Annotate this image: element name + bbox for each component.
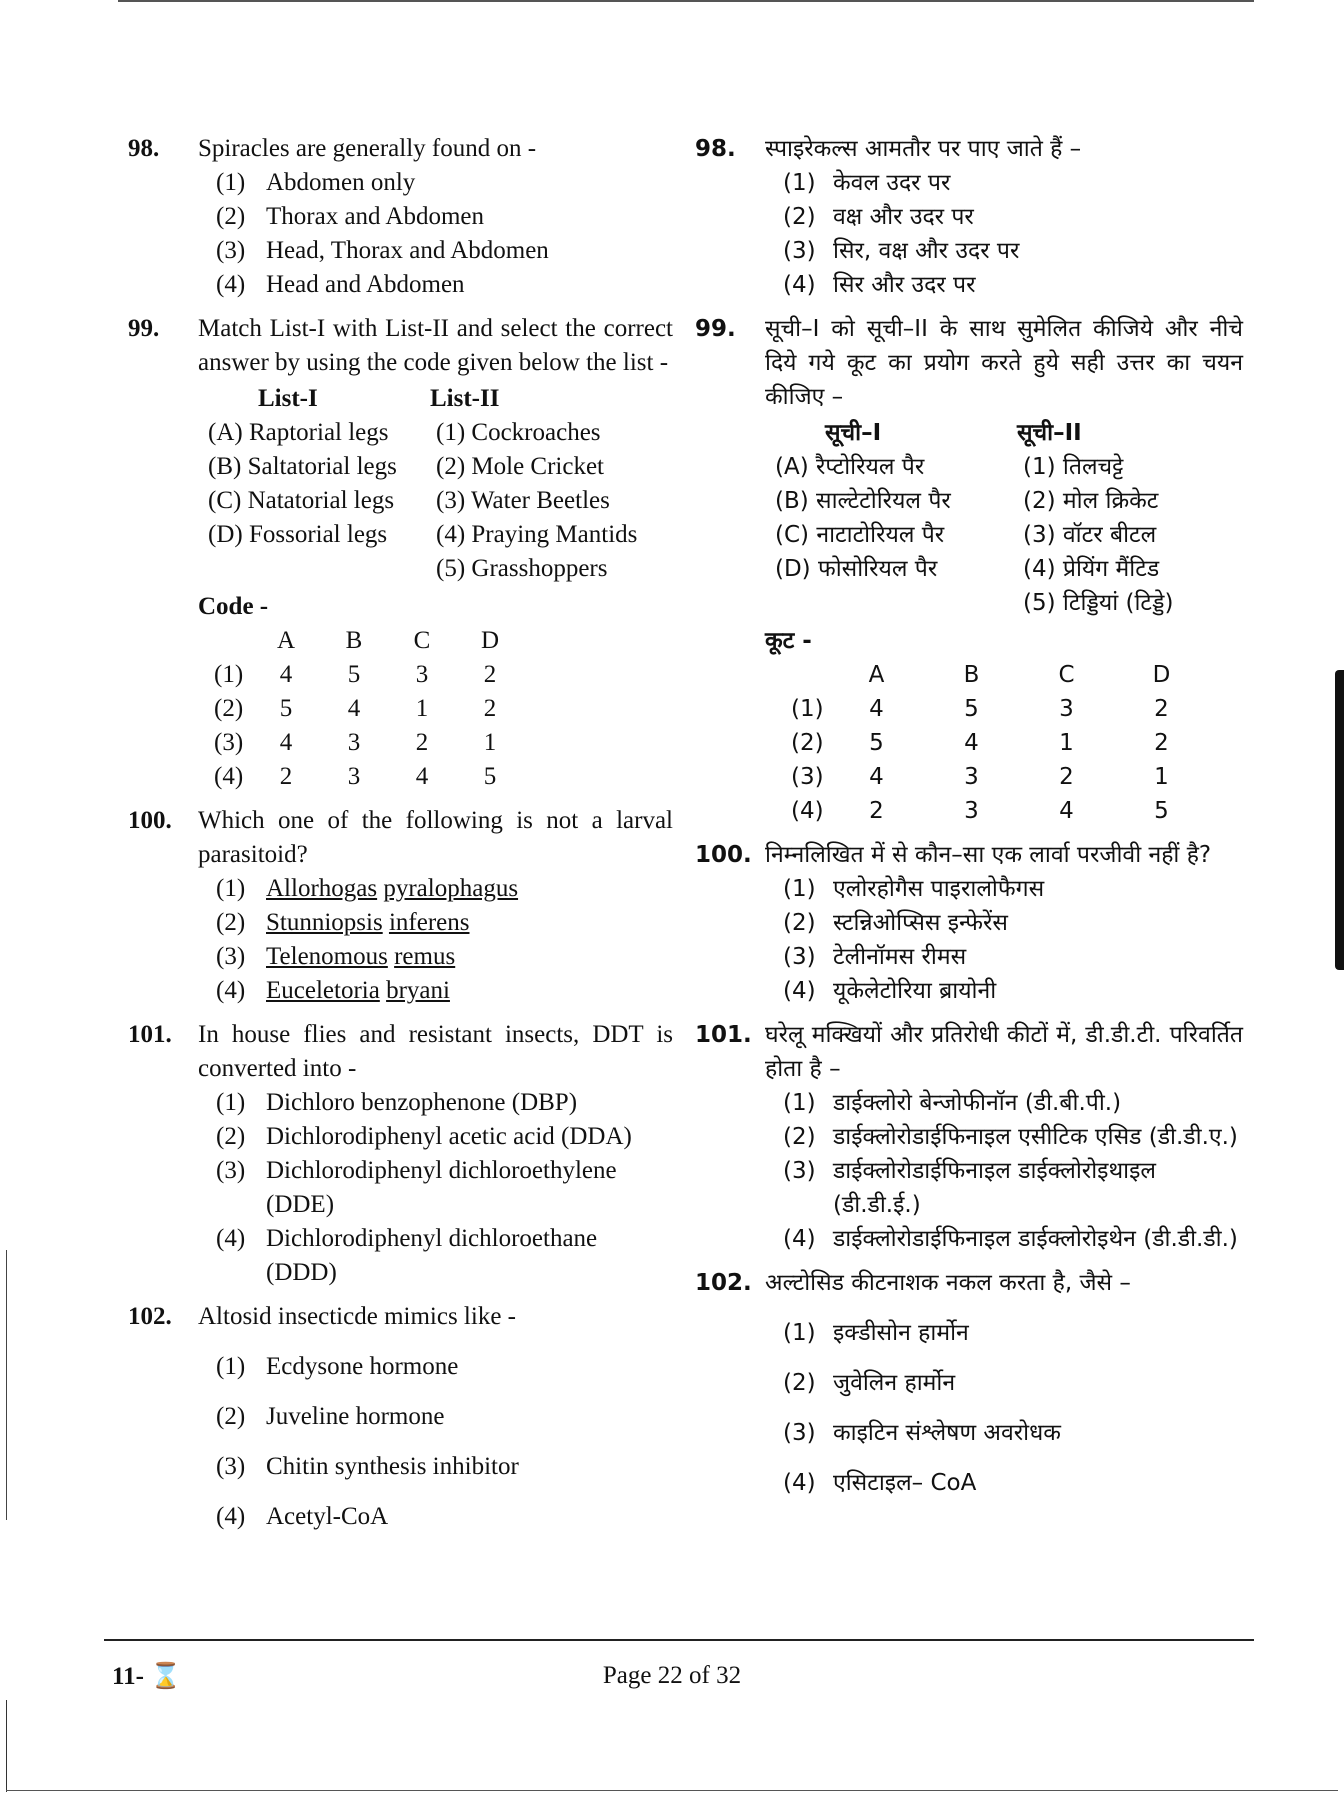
option-number: (1) [783,1090,816,1116]
genus-name: Euceletoria [266,977,380,1004]
question-text: Altosid insecticde mimics like - [198,1303,516,1330]
code-cell: 1 [1059,730,1074,756]
option [216,1450,673,1484]
code-row-number: (1) [214,661,244,688]
list-row [765,450,1243,484]
code-row [791,760,1209,794]
list-row [198,416,673,450]
list1-item [765,586,1023,620]
option [216,1500,673,1534]
margin-line [6,1700,7,1792]
option-text: वक्ष और उदर पर [833,204,974,230]
option-text: एसिटाइल– CoA [833,1470,977,1496]
code-cell: 1 [483,729,497,756]
code-cell: 4 [1059,798,1074,824]
list1-item: (D) Fossorial legs [208,521,388,548]
option-number: (4) [783,272,816,298]
option-number: (1) [783,876,816,902]
option-text: केवल उदर पर [833,170,951,196]
code-cell: 5 [1154,798,1169,824]
code-cell: 2 [483,661,497,688]
option-number: (3) [783,1420,816,1446]
code-cell: 4 [964,730,979,756]
code-row-number: (3) [791,764,824,790]
code-cell: 1 [415,695,429,722]
list1-heading: सूची–I [825,420,882,446]
option-number: (2) [216,1123,246,1150]
question-number: 99. [128,315,160,342]
code-row [791,794,1209,828]
option-number: (3) [783,944,816,970]
booklet-code: 11- ⌛ [112,1663,182,1690]
list-header [765,416,1243,450]
question-100 [128,804,673,1008]
species-name: remus [394,943,456,970]
option-text: टेलीनॉमस रीमस [833,944,967,970]
question-number: 101. [695,1022,752,1048]
option [783,940,1243,974]
question-text: घरेलू मक्खियों और प्रतिरोधी कीटों में, डी.डी.टी. परिवर्तित होता है – [765,1022,1243,1082]
code-column-header: B [963,662,980,688]
option-number: (2) [216,909,246,936]
list2-item: (5) टिड्डियां (टिड्डे) [1023,590,1174,616]
code-cell: 5 [483,763,497,790]
list1-item [198,552,436,586]
list2-item: (3) वॉटर बीटल [1023,522,1157,548]
list1-heading: List-I [258,385,318,412]
footer-rule [104,1639,1254,1641]
question-number: 100. [128,807,172,834]
option-text: Thorax and Abdomen [266,203,485,230]
question-number: 101. [128,1021,172,1048]
question-number: 99. [695,316,736,342]
option-text: डाईक्लोरोडाईफिनाइल एसीटिक एसिड (डी.डी.ए.) [833,1124,1238,1150]
code-cell: 5 [869,730,884,756]
code-label: कूट - [765,628,812,654]
option [216,872,673,906]
code-cell: 3 [964,764,979,790]
option-number: (4) [216,271,246,298]
option-number: (2) [783,910,816,936]
species-name: bryani [386,977,450,1004]
list2-item: (5) Grasshoppers [436,555,608,582]
question-text: In house flies and resistant insects, DDT is converted into - [198,1021,673,1082]
option [783,1366,1243,1400]
option-text: जुवेलिन हार्मोन [833,1370,956,1396]
option-text: Dichlorodiphenyl dichloroethane (DDD) [266,1225,598,1286]
code-column-header: A [868,662,885,688]
option [216,1086,673,1120]
option [216,906,673,940]
option-number: (4) [783,978,816,1004]
code-cell: 5 [347,661,361,688]
list1-item: (A) रैप्टोरियल पैर [775,454,925,480]
code-cell: 3 [964,798,979,824]
list2-item: (3) Water Beetles [436,487,610,514]
code-table [791,658,1209,828]
question-102 [695,1266,1243,1500]
option-text: डाईक्लोरोडाईफिनाइल डाईक्लोरोइथाइल (डी.डी.ई.) [833,1158,1157,1218]
code-cell: 5 [279,695,293,722]
code-column-header: C [1058,662,1075,688]
code-cell: 2 [483,695,497,722]
list2-item: (4) Praying Mantids [436,521,638,548]
code-cell: 4 [279,661,293,688]
binding-edge-mark [1335,670,1344,970]
code-cell: 1 [1154,764,1169,790]
code-row-number: (2) [214,695,244,722]
option-text: काइटिन संश्लेषण अवरोधक [833,1420,1061,1446]
code-cell: 4 [415,763,429,790]
list1-item: (B) Saltatorial legs [208,453,397,480]
option-text: सिर, वक्ष और उदर पर [833,238,1020,264]
top-rule [118,0,1254,2]
option [783,166,1243,200]
option [783,1316,1243,1350]
option-number: (3) [216,943,246,970]
list-row [765,586,1243,620]
code-cell: 2 [1059,764,1074,790]
option-text: डाईक्लोरो बेन्जोफीनॉन (डी.बी.पी.) [833,1090,1122,1116]
list2-heading: सूची–II [1017,420,1082,446]
code-column-header: A [276,627,296,654]
list2-item: (4) प्रेयिंग मैंटिड [1023,556,1160,582]
option [783,1120,1243,1154]
option [216,1222,673,1290]
option-text: Chitin synthesis inhibitor [266,1453,519,1480]
option-number: (3) [216,1453,246,1480]
question-99 [695,312,1243,828]
code-row-number: (1) [791,696,824,722]
bottom-rule [6,1790,1338,1791]
option-text: सिर और उदर पर [833,272,976,298]
hindi-column [695,132,1243,1510]
question-99 [128,312,673,794]
code-cell: 2 [869,798,884,824]
option-number: (3) [216,237,246,264]
code-row-number: (4) [214,763,244,790]
option [216,1154,673,1222]
option [783,200,1243,234]
option-text: Abdomen only [266,169,416,196]
code-cell: 2 [279,763,293,790]
list-row [765,484,1243,518]
code-row-number: (3) [214,729,244,756]
list2-heading: List-II [430,385,500,412]
option-number: (1) [783,170,816,196]
list1-item: (C) नाटाटोरियल पैर [775,522,945,548]
genus-name: Stunniopsis [266,909,383,936]
option-text: एलोरहोगैस पाइरालोफैगस [833,876,1045,902]
option [783,872,1243,906]
code-column-header: D [480,627,500,654]
option [216,200,673,234]
code-row [791,692,1209,726]
code-cell: 3 [1059,696,1074,722]
option [216,940,673,974]
option-text: Ecdysone hormone [266,1353,459,1380]
genus-name: Allorhogas [266,875,378,902]
code-row [214,726,524,760]
option-number: (2) [783,204,816,230]
question-text: निम्नलिखित में से कौन–सा एक लार्वा परजीवी नहीं है? [765,842,1212,868]
list2-item: (1) Cockroaches [436,419,601,446]
code-cell: 2 [1154,730,1169,756]
option-number: (3) [783,1158,816,1184]
list1-item: (B) साल्टेटोरियल पैर [775,488,951,514]
question-text: Spiracles are generally found on - [198,135,537,162]
code-cell: 2 [1154,696,1169,722]
code-cell: 3 [415,661,429,688]
code-cell: 5 [964,696,979,722]
code-column-header: B [345,627,363,654]
list-header [198,382,673,416]
option [783,1086,1243,1120]
option [216,234,673,268]
question-100 [695,838,1243,1008]
code-cell: 3 [347,729,361,756]
option-text: यूकेलेटोरिया ब्रायोनी [833,978,997,1004]
species-name: pyralophagus [383,875,519,902]
option [783,974,1243,1008]
question-number: 102. [695,1270,752,1296]
option [216,1120,673,1154]
option-number: (4) [783,1226,816,1252]
code-header-row [791,658,1209,692]
code-row [214,760,524,794]
code-column-header: D [1152,662,1171,688]
question-number: 98. [695,136,736,162]
code-cell: 4 [279,729,293,756]
option [783,906,1243,940]
code-table [214,624,524,794]
species-name: inferens [388,909,470,936]
question-text: Match List-I with List-II and select the correct answer by using the code given below the list - [198,315,673,376]
option-number: (4) [216,977,246,1004]
option-text: Dichlorodiphenyl acetic acid (DDA) [266,1123,632,1150]
code-cell: 4 [347,695,361,722]
list-row [198,484,673,518]
option [783,1222,1243,1256]
question-text: Which one of the following is not a larval parasitoid? [198,807,673,868]
option-text: Dichloro benzophenone (DBP) [266,1089,578,1116]
code-row [791,726,1209,760]
code-row [214,692,524,726]
code-label: Code - [198,593,269,620]
code-cell: 3 [347,763,361,790]
list-row [765,518,1243,552]
code-column-header: C [413,627,431,654]
list2-item: (2) Mole Cricket [436,453,605,480]
option [216,166,673,200]
option-number: (2) [783,1124,816,1150]
option-number: (1) [216,1089,246,1116]
option-text: Head and Abdomen [266,271,465,298]
list-row [198,450,673,484]
question-98 [695,132,1243,302]
question-number: 98. [128,135,160,162]
list2-item: (1) तिलचट्टे [1023,454,1124,480]
list1-item: (A) Raptorial legs [208,419,389,446]
option-text: Head, Thorax and Abdomen [266,237,549,264]
code-row-number: (4) [791,798,824,824]
question-number: 102. [128,1303,172,1330]
option-text: Dichlorodiphenyl dichloroethylene (DDE) [266,1157,617,1218]
list2-item: (2) मोल क्रिकेट [1023,488,1159,514]
option [783,1154,1243,1222]
english-column [128,132,673,1544]
question-number: 100. [695,842,752,868]
option-number: (4) [783,1470,816,1496]
code-cell: 4 [869,764,884,790]
option-number: (4) [216,1225,246,1252]
option-number: (1) [216,875,246,902]
list1-item: (C) Natatorial legs [208,487,395,514]
list-row [765,552,1243,586]
option [783,268,1243,302]
code-header-row [214,624,524,658]
option-text: Acetyl-CoA [266,1503,389,1530]
list-row [198,518,673,552]
option-text: डाईक्लोरोडाईफिनाइल डाईक्लोरोइथेन (डी.डी.डी.) [833,1226,1238,1252]
code-row [214,658,524,692]
option [783,1416,1243,1450]
code-cell: 4 [869,696,884,722]
question-text: सूची–I को सूची–II के साथ सुमेलित कीजिये और नीचे दिये गये कूट का प्रयोग करते हुये सही उत्तर का चयन कीजिए – [765,316,1243,410]
option-number: (1) [216,169,246,196]
option-number: (2) [216,1403,246,1430]
option [216,268,673,302]
option [783,234,1243,268]
question-101 [695,1018,1243,1256]
option [783,1466,1243,1500]
option-number: (1) [783,1320,816,1346]
question-98 [128,132,673,302]
question-text: स्पाइरेकल्स आमतौर पर पाए जाते हैं – [765,136,1082,162]
option-number: (1) [216,1353,246,1380]
list-row [198,552,673,586]
option-number: (3) [783,238,816,264]
option [216,1350,673,1384]
code-row-number: (2) [791,730,824,756]
question-101 [128,1018,673,1290]
list1-item: (D) फोसोरियल पैर [775,556,938,582]
option-number: (4) [216,1503,246,1530]
margin-line [6,1250,7,1520]
question-102 [128,1300,673,1534]
option [216,1400,673,1434]
option-text: स्टन्निओप्सिस इन्फेरेंस [833,910,1008,936]
option-text: Juveline hormone [266,1403,445,1430]
option-number: (2) [783,1370,816,1396]
code-cell: 2 [415,729,429,756]
option-number: (3) [216,1157,246,1184]
question-text: अल्टोसिड कीटनाशक नकल करता है, जैसे – [765,1270,1131,1296]
genus-name: Telenomous [266,943,388,970]
option [216,974,673,1008]
page-number: Page 22 of 32 [602,1662,742,1689]
option-text: इक्डीसोन हार्मोन [833,1320,969,1346]
option-number: (2) [216,203,246,230]
